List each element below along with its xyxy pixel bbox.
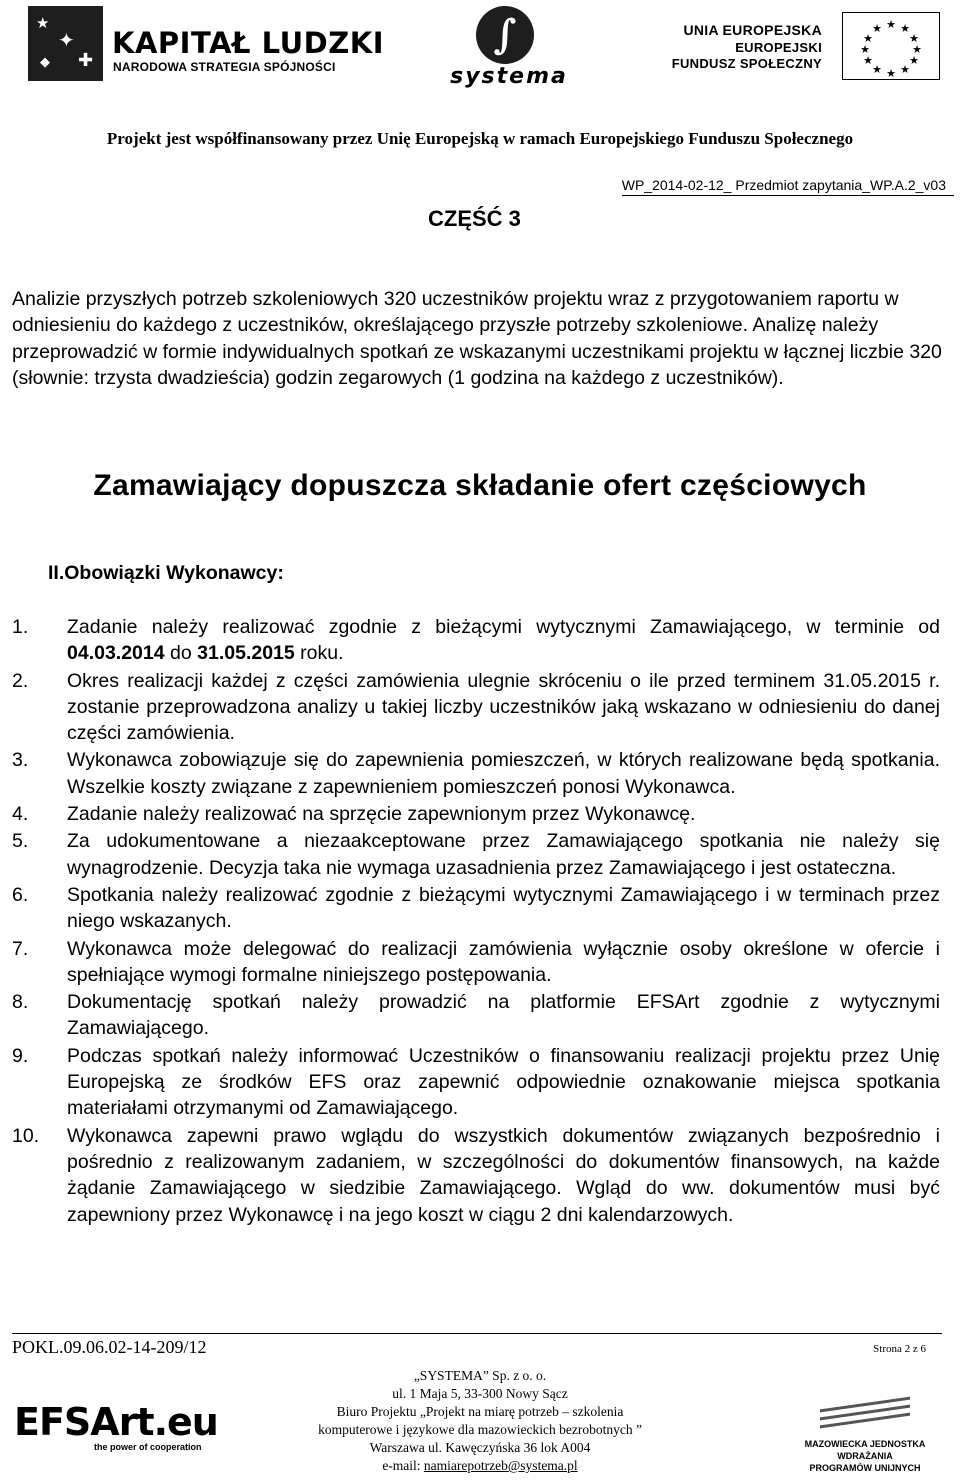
footer-divider [12, 1333, 942, 1334]
office-line-1: Biuro Projektu „Projekt na miarę potrzeb – szkolenia [336, 1404, 624, 1419]
duty-text: Dokumentację spotkań należy prowadzić na platformie EFSArt zgodnie z wytycznymi Zamawiającego. [67, 991, 940, 1040]
eu-logo [671, 12, 946, 82]
svg-text:★: ★ [900, 63, 910, 76]
email-label: e-mail: [382, 1458, 424, 1473]
intro-paragraph: Analizie przyszłych potrzeb szkoleniowych 320 uczestników projektu wraz z przygotowaniem raportu w odniesieniu do każdego z uczestników, określającego przyszłe potrzeby szkoleniowe. Analizę należy przeprowadzić w formie indywidualnych spotkań ze wskazanymi uczestnikami projektu w łącznej liczbie 320 (słownie: trzysta dwadzieścia) godzin zegarowych (1 godzina na każdego z uczestników). [12, 288, 942, 389]
duty-item [12, 1123, 940, 1228]
kapital-ludzki-emblem: ★ ✦ ✚ ◆ [28, 6, 103, 81]
eu-line-3: FUNDUSZ SPOŁECZNY [671, 56, 822, 71]
duty-text: Za udokumentowane a niezaakceptowane przez Zamawiającego spotkania nie należy się wynagrodzenie. Decyzja taka nie wymaga uzasadnienia przez Zamawiającego i jest ostateczna. [67, 830, 940, 879]
page-number: Strona 2 z 6 [873, 1343, 926, 1355]
duty-text: Spotkania należy realizować zgodnie z bieżącymi wytycznymi Zamawiającego i w terminach przez niego wskazanych. [67, 883, 940, 933]
duty-item [12, 801, 940, 827]
duty-item [12, 882, 940, 935]
duty-text: Okres realizacji każdej z części zamówienia ulegnie skróceniu o ile przed terminem 31.05.2015 r. zostanie przeprowadzona analizy u takiej liczby uczestników jaką wskazano w odniesieniu do danej części zamówienia. [67, 669, 940, 745]
mj-line-1: MAZOWIECKA JEDNOSTKA [804, 1439, 926, 1449]
svg-text:★: ★ [900, 22, 910, 35]
duty-number: 2. [12, 669, 29, 692]
duty-number: 8. [12, 991, 29, 1014]
cofinance-note: Projekt jest współfinansowany przez Unię Europejską w ramach Europejskiego Funduszu Społecznego [106, 129, 854, 148]
duty-number: 6. [12, 883, 29, 906]
duty-item [12, 828, 940, 881]
part-title: CZĘŚĆ 3 [428, 206, 521, 231]
svg-text:★: ★ [872, 22, 882, 35]
duty-text: Wykonawca zapewni prawo wglądu do wszystkich dokumentów związanych bezpośrednio i pośrednio z realizowanym zadaniem, w szczególności do dokumentów finansowych, na każde żądanie Zamawiającego w siedzibie Zamawiającego. Wgląd do ww. dokumentów musi być zapewniony przez Wykonawcę i na jego koszt w ciągu 2 dni kalendarzowych. [67, 1124, 940, 1226]
duty-text: Zadanie należy realizować na sprzęcie zapewnionym przez Wykonawcę. [67, 803, 696, 826]
efsart-logo [14, 1400, 218, 1452]
duty-number: 4. [12, 803, 29, 826]
duty-number: 9. [12, 1044, 29, 1067]
duty-text: Wykonawca może delegować do realizacji zamówienia wyłącznie osoby określone w ofercie i spełniające wymogi formalne niniejszego postępowania. [67, 937, 940, 986]
duty-item [12, 989, 940, 1042]
efsart-tagline: the power of cooperation [94, 1442, 202, 1452]
partial-offers-banner: Zamawiający dopuszcza składanie ofert częściowych [93, 469, 867, 502]
duty-number: 1. [12, 616, 29, 638]
duty-text: Zadanie należy realizować zgodnie z bieżącymi wytycznymi Zamawiającego, w terminie od [67, 616, 940, 638]
duty-item [12, 747, 940, 800]
project-code: POKL.09.06.02-14-209/12 [12, 1337, 207, 1357]
svg-text:★: ★ [860, 43, 870, 56]
eu-line-1: UNIA EUROPEJSKA [683, 22, 822, 38]
mj-line-2: WDRAŻANIA [837, 1451, 893, 1461]
systema-wordmark: systema [450, 64, 568, 89]
company-name: „SYSTEMA” Sp. z o. o. [413, 1368, 547, 1383]
svg-text:★: ★ [909, 54, 919, 67]
duty-text: Wykonawca zobowiązuje się do zapewnienia pomieszczeń, w których realizowane będą spotkania. Wszelkie koszty związane z zapewnieniem pomieszczeń ponosi Wykonawca. [67, 749, 940, 798]
document-id: WP_2014-02-12_ Przedmiot zapytania_WP.A.2_v03 [621, 177, 946, 193]
duty-end-date: 31.05.2015 [197, 642, 295, 665]
duty-text-mid: do [164, 642, 198, 665]
duty-item [12, 668, 940, 747]
duty-number: 10. [12, 1124, 40, 1147]
eu-flag-icon [842, 12, 940, 80]
email-link[interactable]: namiarepotrzeb@systema.pl [423, 1458, 578, 1473]
svg-text:★: ★ [886, 67, 896, 79]
duty-item [12, 614, 940, 667]
company-address [250, 1367, 710, 1475]
company-street: ul. 1 Maja 5, 33-300 Nowy Sącz [392, 1386, 568, 1401]
duties-list [12, 614, 940, 1229]
efsart-wordmark: EFSArt.eu [14, 1400, 218, 1444]
duty-number: 3. [12, 749, 29, 772]
kapital-ludzki-logo [28, 6, 385, 78]
svg-text:★: ★ [863, 32, 873, 45]
duty-text-end: roku. [294, 642, 344, 665]
email-row [250, 1457, 710, 1475]
kapital-ludzki-title: KAPITAŁ LUDZKI [112, 26, 385, 60]
office-line-2: komputerowe i językowe dla mazowieckich bezrobotnych ” [318, 1422, 642, 1437]
duty-text: Podczas spotkań należy informować Uczestników o finansowaniu realizacji projektu przez Unię Europejską ze środków EFS oraz zapewnić odpowiednie oznakowanie miejsca spotkania materiałami otrzymanymi od Zamawiającego. [67, 1044, 940, 1120]
systema-logo [436, 6, 581, 88]
kapital-ludzki-subtitle: NARODOWA STRATEGIA SPÓJNOŚCI [113, 60, 336, 74]
office-address: Warszawa ul. Kawęczyńska 36 lok A004 [369, 1440, 591, 1455]
duty-item [12, 936, 940, 989]
duty-number: 5. [12, 830, 29, 853]
svg-text:★: ★ [872, 63, 882, 76]
duty-number: 7. [12, 937, 29, 960]
systema-emblem: ∫ [476, 6, 534, 64]
svg-text:★: ★ [912, 43, 922, 56]
duty-item [12, 1043, 940, 1122]
mazowiecka-jednostka-logo [780, 1395, 950, 1479]
section-heading: II.Obowiązki Wykonawcy: [48, 562, 284, 584]
svg-text:★: ★ [863, 54, 873, 67]
eu-line-2: EUROPEJSKI [735, 40, 822, 55]
svg-text:★: ★ [909, 32, 919, 45]
mj-line-3: PROGRAMÓW UNIJNYCH [809, 1463, 921, 1473]
duty-start-date: 04.03.2014 [67, 642, 165, 665]
svg-text:★: ★ [886, 18, 896, 31]
